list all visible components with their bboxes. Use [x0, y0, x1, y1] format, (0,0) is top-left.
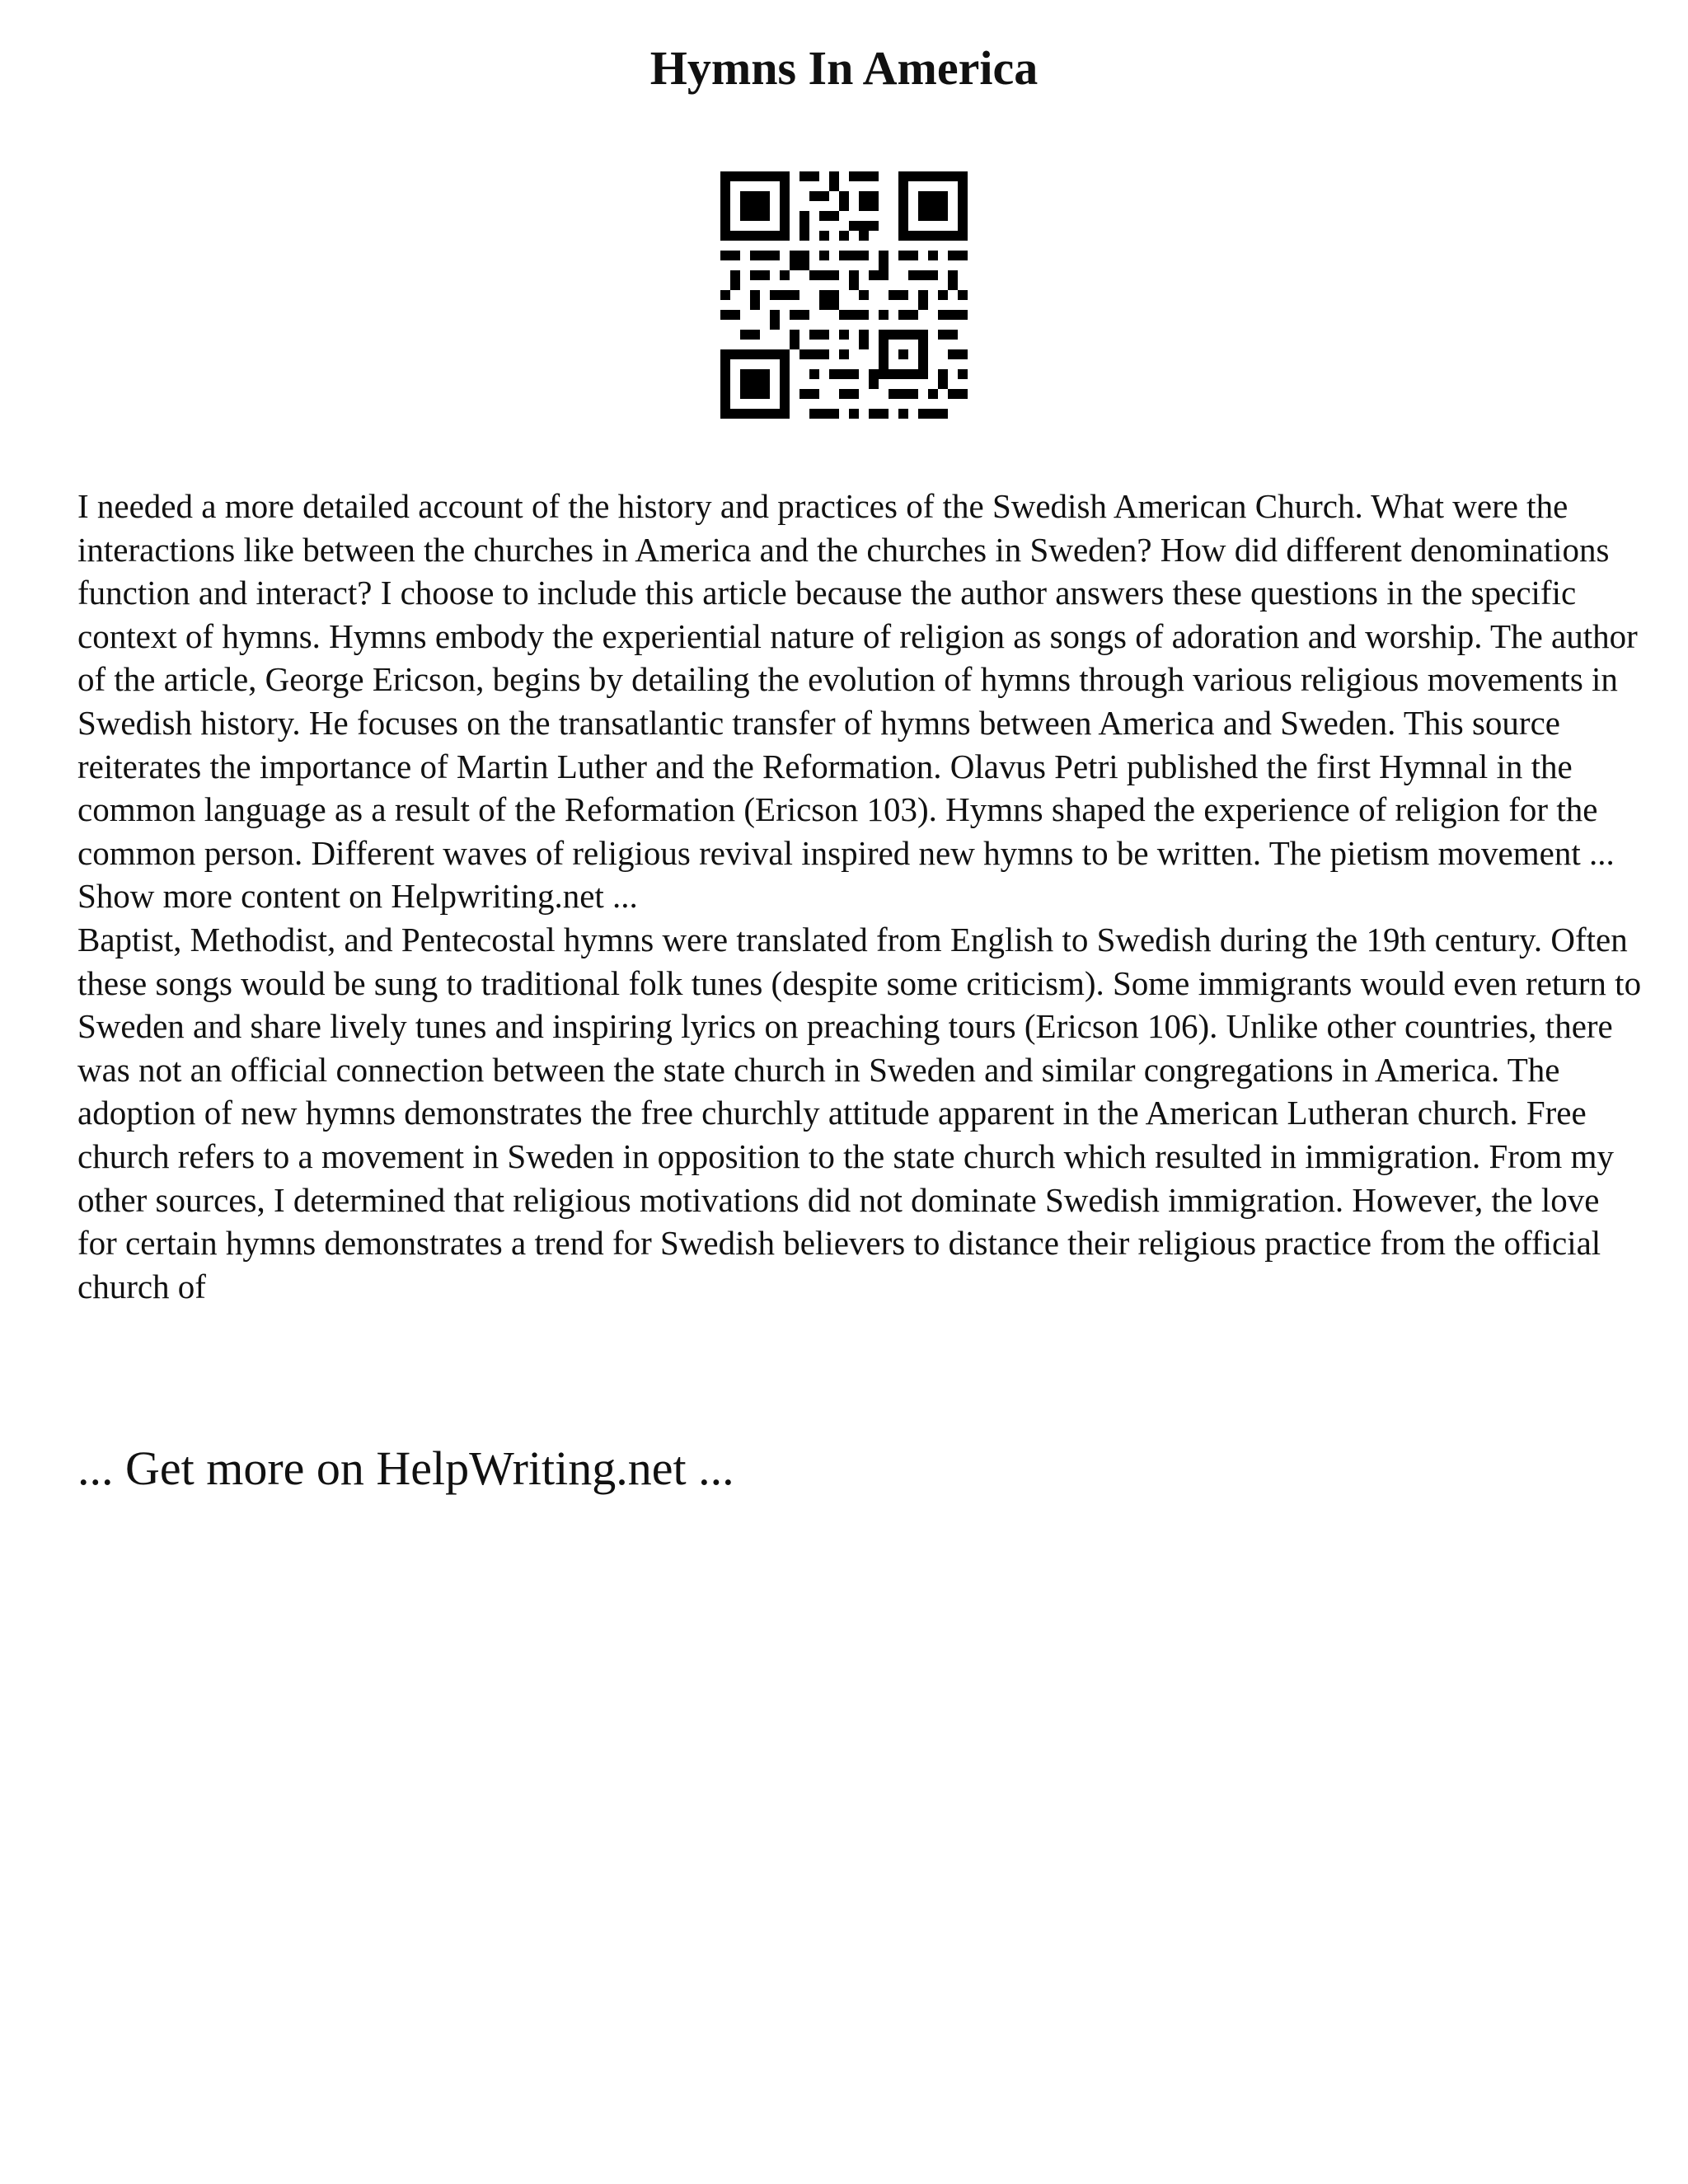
- page-title: Hymns In America: [649, 41, 1039, 95]
- article-body: [77, 485, 1643, 1308]
- qr-code[interactable]: [720, 171, 968, 419]
- paragraph-2: Baptist, Methodist, and Pentecostal hymns were translated from English to Swedish during the 19th century. Often these songs would be sung to traditional folk tunes (despite some criticism). Some immigrants would even return to Sweden and share lively tunes and inspiring lyrics on preaching tours (Ericson 106). Unlike other countries, there was not an official connection between the state church in Sweden and similar congregations in America. The adoption of new hymns demonstrates the free churchly attitude apparent in the American Lutheran church. Free church refers to a movement in Sweden in opposition to the state church which resulted in immigration. From my other sources, I determined that religious motivations did not dominate Swedish immigration. However, the love for certain hymns demonstrates a trend for Swedish believers to distance their religious practice from the official church of: [77, 920, 1642, 1305]
- qr-code-icon: [720, 171, 968, 419]
- get-more-link[interactable]: ... Get more on HelpWriting.net ...: [77, 1441, 734, 1495]
- paragraph-1: I needed a more detailed account of the history and practices of the Swedish American Church. What were the interactions like between the churches in America and the churches in Sweden? How did different denominations function and interact? I choose to include this article because the author answers these questions in the specific context of hymns. Hymns embody the experiential nature of religion as songs of adoration and worship. The author of the article, George Ericson, begins by detailing the evolution of hymns through various religious movements in Swedish history. He focuses on the transatlantic transfer of hymns between America and Sweden. This source reiterates the importance of Martin Luther and the Reformation. Olavus Petri published the first Hymnal in the common language as a result of the Reformation (Ericson 103). Hymns shaped the experience of religion for the common person. Different waves of religious revival inspired new hymns to be written. The pietism movement ... Show more content on Helpwriting.net ...: [77, 487, 1638, 916]
